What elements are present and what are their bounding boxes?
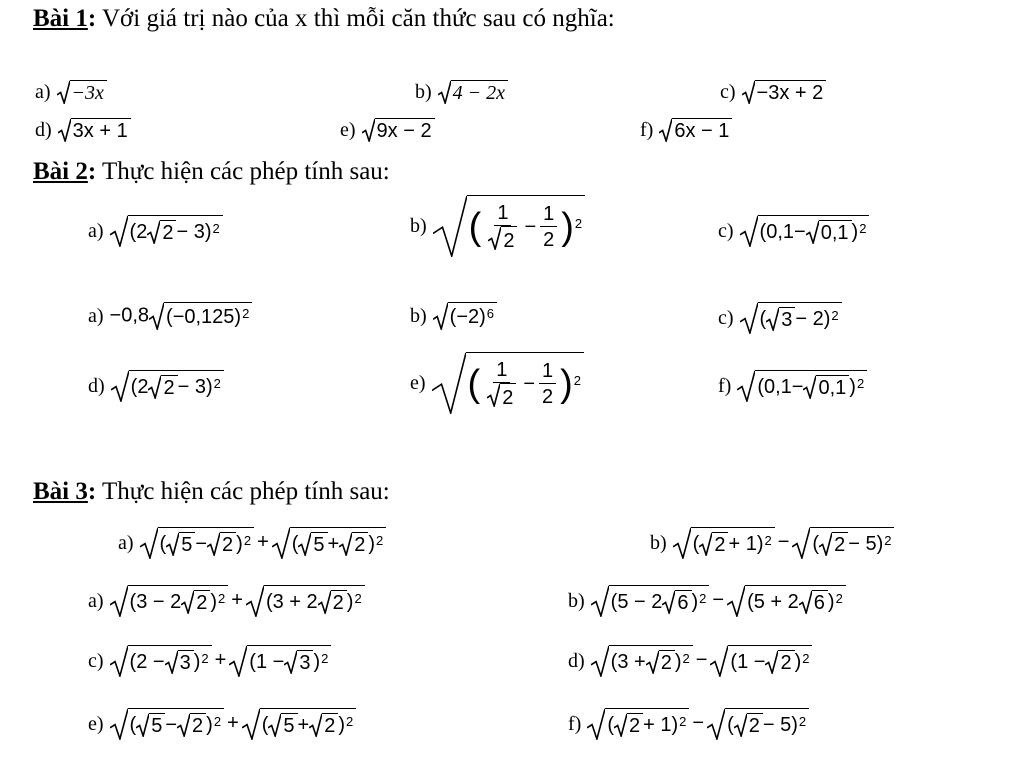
bai2-item bbox=[718, 215, 869, 247]
math-expression bbox=[740, 215, 870, 247]
bai2-number: Bài 2 bbox=[33, 158, 88, 185]
item-label: b) bbox=[650, 531, 667, 554]
radical-sign: (0,1− 0,1 ) 2 bbox=[737, 370, 867, 402]
radical-sign: 2 bbox=[819, 532, 848, 557]
item-label: f) bbox=[718, 374, 732, 397]
item-label: a) bbox=[35, 81, 51, 103]
math-expression bbox=[433, 302, 497, 330]
radical-sign: (3 − 2 2 ) 2 bbox=[110, 585, 229, 617]
radical-sign: 4 − 2x bbox=[438, 80, 508, 105]
bai2-item bbox=[410, 352, 584, 414]
item-label: c) bbox=[88, 649, 104, 672]
math-expression bbox=[57, 80, 107, 105]
bai3-item bbox=[88, 645, 331, 677]
radical-sign: 2 bbox=[207, 532, 236, 557]
radical-sign: 5 bbox=[298, 532, 327, 557]
math-expression bbox=[111, 370, 224, 402]
radical-sign: 6 bbox=[799, 590, 828, 615]
radical-sign: (5 + 2 6 ) 2 bbox=[727, 585, 846, 617]
math-expression: (3 − 2 2 ) 2 + (3 + 2 2 ) 2 bbox=[110, 585, 365, 617]
radical-sign: 2 bbox=[699, 532, 728, 557]
item-label: b) bbox=[568, 589, 585, 612]
item-label: c) bbox=[720, 81, 736, 103]
radical-sign: ( 5 + 2 ) 2 bbox=[242, 708, 357, 740]
radical-sign: 2 bbox=[734, 713, 763, 738]
radical-sign: 6 bbox=[662, 590, 691, 615]
item-label: b) bbox=[410, 214, 427, 237]
radical-sign: (5 − 2 6 ) 2 bbox=[591, 585, 710, 617]
bai2-heading: Bài 2: Thực hiện các phép tính sau: bbox=[33, 158, 390, 185]
radical-sign: 5 bbox=[268, 713, 297, 738]
bai2-item bbox=[88, 370, 224, 402]
radical-sign: (2 2 − 3) 2 bbox=[111, 370, 224, 402]
bai1-number: Bài 1 bbox=[33, 5, 88, 32]
math-expression bbox=[362, 118, 435, 143]
bai1-heading: Bài 1: Với giá trị nào của x thì mỗi căn thức sau có nghĩa: bbox=[33, 5, 615, 32]
radical-sign: (2 − 3 ) 2 bbox=[110, 645, 212, 677]
item-label: b) bbox=[410, 304, 427, 327]
radical-sign: ( $\frac{1}{2}$ − $\frac{1}{2}$ ) 2 bbox=[432, 352, 584, 414]
math-expression: ( 2 + 1) 2 − ( 2 − 5) 2 bbox=[673, 527, 895, 559]
radical-sign: 2 bbox=[488, 226, 517, 254]
math-expression bbox=[737, 370, 867, 402]
math-expression bbox=[432, 352, 584, 414]
radical-sign: ( 2 + 1) 2 bbox=[587, 708, 689, 740]
radical-sign: ( 2 + 1) 2 bbox=[673, 527, 775, 559]
radical-sign: 2 bbox=[148, 375, 177, 400]
bai3-number: Bài 3 bbox=[33, 478, 88, 505]
radical-sign: 2 bbox=[318, 590, 347, 615]
math-expression: ( 2 + 1) 2 − ( 2 − 5) 2 bbox=[587, 708, 809, 740]
radical-sign: ( 5 − 2 ) 2 bbox=[110, 708, 225, 740]
radical-sign: ( 5 + 2 ) 2 bbox=[272, 527, 387, 559]
bai1-text: Với giá trị nào của x thì mỗi căn thức sau có nghĩa: bbox=[96, 5, 615, 32]
radical-sign: (1 − 2 ) 2 bbox=[710, 645, 812, 677]
bai2-item bbox=[88, 215, 223, 247]
math-expression bbox=[110, 215, 223, 247]
radical-sign: 5 bbox=[166, 532, 195, 557]
radical-sign: 5 bbox=[136, 713, 165, 738]
bai1-item bbox=[35, 118, 131, 143]
radical-sign: (2 2 − 3) 2 bbox=[110, 215, 223, 247]
bai3-item bbox=[568, 708, 809, 740]
radical-sign: 2 bbox=[487, 383, 516, 411]
bai2-item bbox=[718, 302, 842, 334]
radical-sign: (−2) 6 bbox=[433, 302, 497, 330]
radical-sign: ( 3 − 2) 2 bbox=[740, 302, 842, 334]
bai2-item bbox=[410, 195, 585, 257]
math-expression bbox=[659, 118, 732, 143]
radical-sign: 2 bbox=[339, 532, 368, 557]
bai3-heading: Bài 3: Thực hiện các phép tính sau: bbox=[33, 478, 390, 505]
item-label: f) bbox=[568, 712, 582, 735]
math-expression: (3 + 2 ) 2 − (1 − 2 ) 2 bbox=[591, 645, 813, 677]
math-expression: ( 5 − 2 ) 2 + ( 5 + 2 ) 2 bbox=[140, 527, 387, 559]
bai2-item bbox=[88, 302, 252, 330]
bai3-item bbox=[88, 585, 365, 617]
math-expression bbox=[58, 118, 131, 143]
bai3-item bbox=[88, 708, 356, 740]
radical-sign: 2 bbox=[181, 590, 210, 615]
item-label: a) bbox=[88, 219, 104, 242]
radical-sign: (−0,125) 2 bbox=[149, 302, 252, 330]
bai1-item bbox=[640, 118, 732, 143]
radical-sign: 2 bbox=[765, 650, 794, 675]
item-label: f) bbox=[640, 119, 654, 141]
bai2-item bbox=[410, 302, 497, 330]
item-label: e) bbox=[340, 119, 356, 141]
radical-sign: 3 bbox=[284, 650, 313, 675]
item-label: b) bbox=[415, 81, 432, 103]
radical-sign: 2 bbox=[177, 713, 206, 738]
item-label: a) bbox=[88, 589, 104, 612]
math-expression: (5 − 2 6 ) 2 − (5 + 2 6 ) 2 bbox=[591, 585, 846, 617]
item-label: e) bbox=[410, 371, 426, 394]
radical-sign: ( $\frac{1}{2}$ − $\frac{1}{2}$ ) 2 bbox=[433, 195, 585, 257]
radical-sign: 0,1 bbox=[806, 220, 852, 245]
math-expression: (2 − 3 ) 2 + (1 − 3 ) 2 bbox=[110, 645, 332, 677]
item-label: c) bbox=[718, 306, 734, 329]
math-expression bbox=[438, 80, 508, 105]
bai3-item bbox=[568, 645, 812, 677]
item-label: a) bbox=[118, 531, 134, 554]
item-label: d) bbox=[35, 119, 52, 141]
bai1-item bbox=[415, 80, 508, 105]
bai2-item bbox=[718, 370, 867, 402]
radical-sign: 9x − 2 bbox=[362, 118, 435, 143]
bai3-item bbox=[568, 585, 846, 617]
radical-sign: (3 + 2 ) 2 bbox=[591, 645, 693, 677]
bai3-item bbox=[650, 527, 894, 559]
item-label: a) bbox=[88, 304, 104, 327]
radical-sign: −3x + 2 bbox=[742, 80, 827, 105]
radical-sign: (3 + 2 2 ) 2 bbox=[246, 585, 365, 617]
math-expression bbox=[740, 302, 842, 334]
radical-sign: (1 − 3 ) 2 bbox=[229, 645, 331, 677]
math-expression bbox=[433, 195, 585, 257]
item-label: d) bbox=[568, 649, 585, 672]
radical-sign: ( 2 − 5) 2 bbox=[707, 708, 809, 740]
radical-sign: ( 2 − 5) 2 bbox=[792, 527, 894, 559]
radical-sign: −3x bbox=[57, 80, 107, 105]
item-label: e) bbox=[88, 712, 104, 735]
math-expression: −0,8 (−0,125) 2 bbox=[110, 302, 253, 330]
radical-sign: (0,1− 0,1 ) 2 bbox=[740, 215, 870, 247]
math-expression: ( 5 − 2 ) 2 + ( 5 + 2 ) 2 bbox=[110, 708, 357, 740]
radical-sign: 2 bbox=[646, 650, 675, 675]
bai2-text: Thực hiện các phép tính sau: bbox=[96, 158, 390, 185]
radical-sign: 2 bbox=[614, 713, 643, 738]
radical-sign: ( 5 − 2 ) 2 bbox=[140, 527, 255, 559]
radical-sign: 2 bbox=[147, 220, 176, 245]
bai1-item bbox=[35, 80, 107, 105]
radical-sign: 3 bbox=[165, 650, 194, 675]
radical-sign: 0,1 bbox=[803, 375, 849, 400]
math-expression bbox=[742, 80, 827, 105]
radical-sign: 3 bbox=[766, 307, 795, 332]
item-label: c) bbox=[718, 219, 734, 242]
bai3-item bbox=[118, 527, 386, 559]
radical-sign: 2 bbox=[309, 713, 338, 738]
radical-sign: 3x + 1 bbox=[58, 118, 131, 143]
bai1-item bbox=[720, 80, 826, 105]
bai1-item bbox=[340, 118, 435, 143]
radical-sign: 6x − 1 bbox=[659, 118, 732, 143]
bai3-text: Thực hiện các phép tính sau: bbox=[96, 478, 390, 505]
item-label: d) bbox=[88, 374, 105, 397]
